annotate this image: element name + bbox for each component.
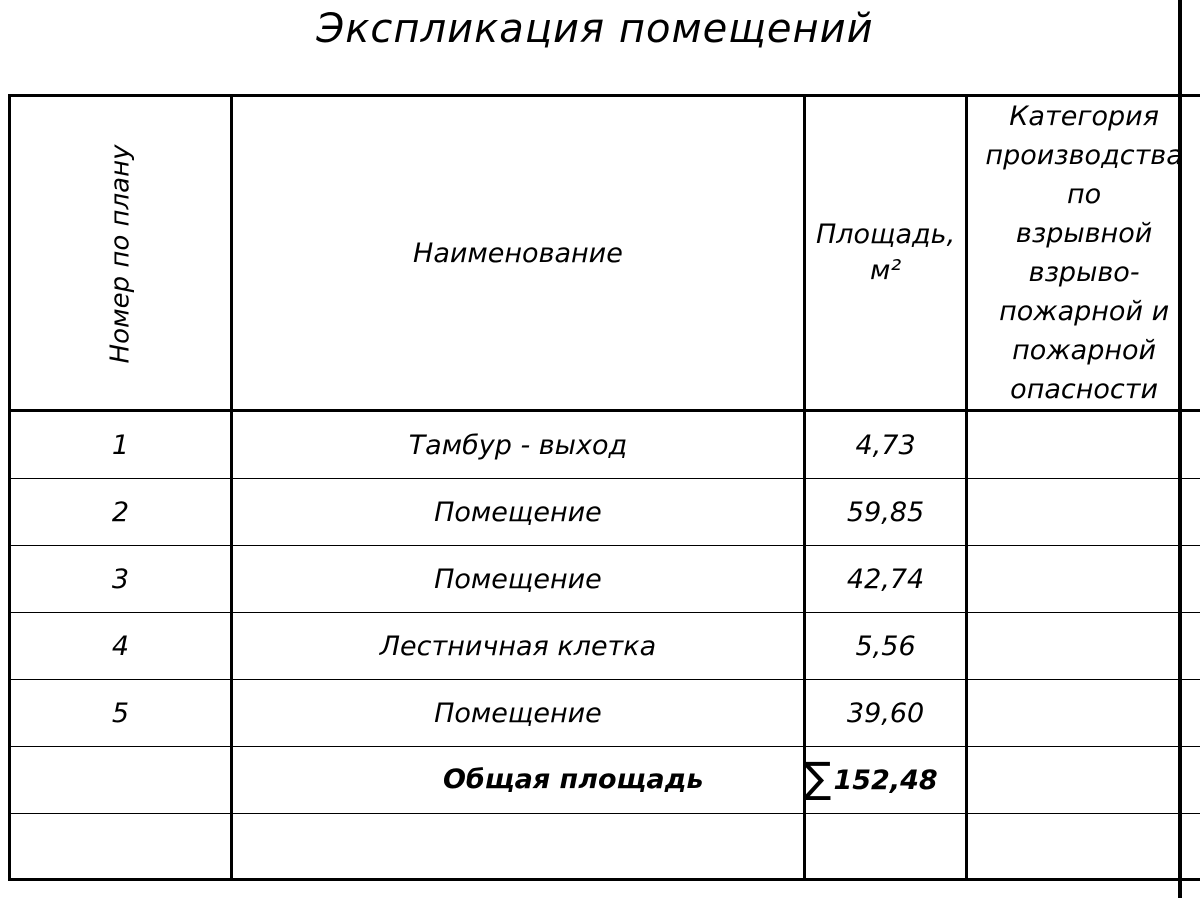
header-number: Номер по плану (105, 144, 136, 363)
row-name: Помещение (231, 680, 804, 747)
total-number-cell (10, 747, 232, 814)
row-area: 5,56 (804, 613, 966, 680)
row-number: 4 (10, 613, 232, 680)
row-name: Тамбур - выход (231, 411, 804, 479)
row-name: Помещение (231, 479, 804, 546)
empty-row (10, 814, 1200, 880)
header-area-cell (804, 96, 966, 411)
header-category-cell (967, 96, 1200, 411)
row-name: Помещение (231, 546, 804, 613)
row-category (967, 613, 1200, 680)
row-category (967, 479, 1200, 546)
row-category (967, 546, 1200, 613)
total-area: 152,48 (804, 747, 966, 814)
header-number-cell (10, 96, 232, 411)
table-header-row (10, 96, 1200, 411)
row-area: 4,73 (804, 411, 966, 479)
total-label: Общая площадь (442, 764, 704, 795)
page-title: Экспликация помещений (316, 6, 874, 52)
sigma-icon: ∑ (802, 753, 832, 802)
total-row (10, 747, 1200, 814)
row-number: 3 (10, 546, 232, 613)
empty-cell (967, 814, 1200, 880)
table-row (10, 680, 1200, 747)
row-area: 59,85 (804, 479, 966, 546)
empty-cell (10, 814, 232, 880)
header-area: Площадь, (815, 219, 956, 250)
total-category-cell (967, 747, 1200, 814)
row-name: Лестничная клетка (231, 613, 804, 680)
table-row (10, 411, 1200, 479)
row-number: 1 (10, 411, 232, 479)
table-row (10, 546, 1200, 613)
row-area: 42,74 (804, 546, 966, 613)
row-area: 39,60 (804, 680, 966, 747)
header-name-cell (231, 96, 804, 411)
row-number: 5 (10, 680, 232, 747)
table-row (10, 479, 1200, 546)
empty-cell (804, 814, 966, 880)
table-row (10, 613, 1200, 680)
header-area-unit: м² (869, 255, 902, 286)
row-number: 2 (10, 479, 232, 546)
header-category: Категория производства по взрывной взрыво- пожарной и пожарной опасности (985, 101, 1183, 405)
row-category (967, 680, 1200, 747)
room-explication-table (8, 94, 1200, 881)
empty-cell (231, 814, 804, 880)
total-label-cell (231, 747, 832, 814)
row-category (967, 411, 1200, 479)
header-name: Наименование (413, 237, 623, 269)
